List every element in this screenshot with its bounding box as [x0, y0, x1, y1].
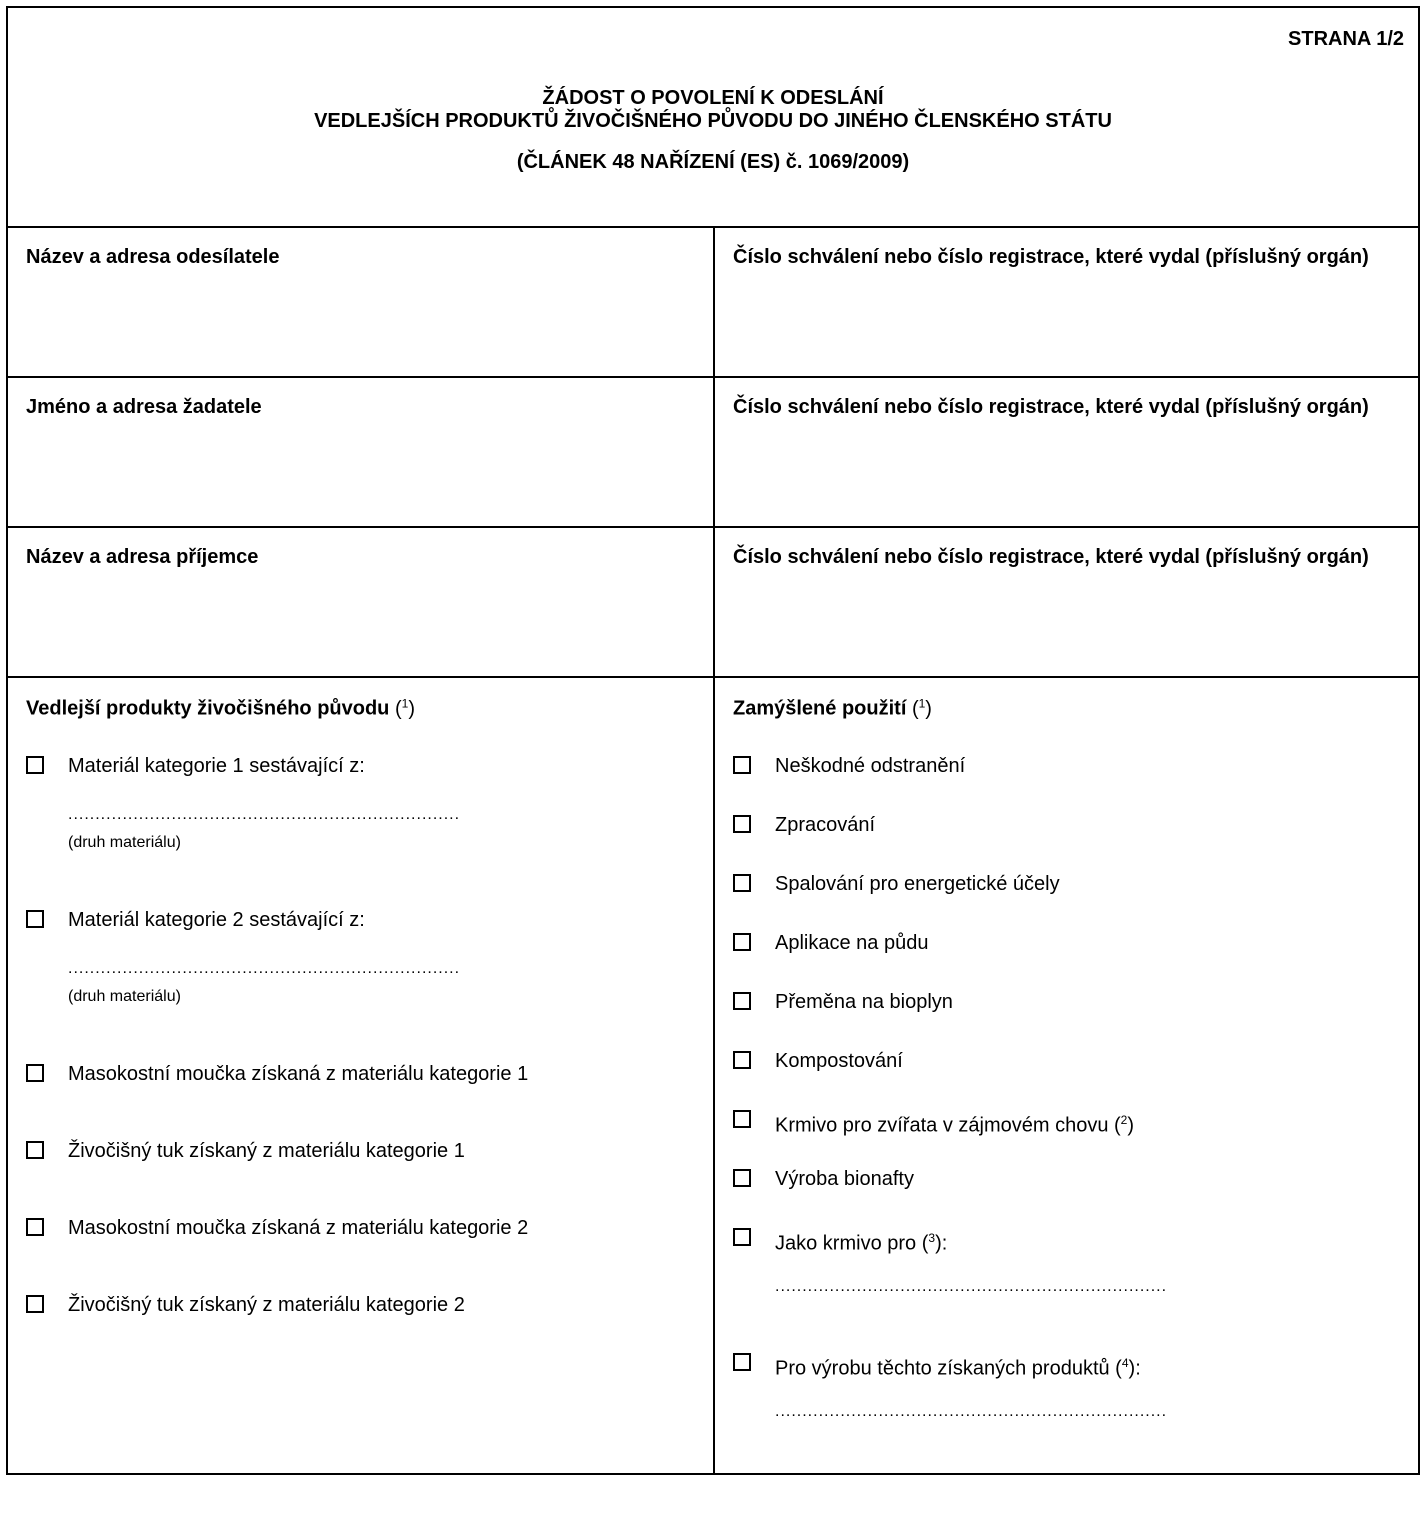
intended-use-heading	[733, 696, 932, 721]
category-2-material-type-line[interactable]: ........................................................................	[68, 960, 461, 977]
form-title-line-1: ŽÁDOST O POVOLENÍ K ODESLÁNÍ	[542, 87, 884, 109]
category-1-material-type-note: (druh materiálu)	[68, 834, 181, 851]
derived-products-checkbox[interactable]	[733, 1353, 751, 1371]
category-2-material-label: Materiál kategorie 2 sestávající z:	[68, 909, 365, 931]
mbm-category-2-label: Masokostní moučka získaná z materiálu kategorie 2	[68, 1217, 529, 1239]
processing-label: Zpracování	[775, 814, 876, 836]
byproducts-heading	[26, 696, 415, 721]
consignee-name-address-label: Název a adresa příjemce	[26, 546, 259, 568]
mbm-category-1-checkbox[interactable]	[26, 1064, 44, 1082]
land-application-label: Aplikace na půdu	[775, 932, 929, 954]
fat-category-1-checkbox[interactable]	[26, 1141, 44, 1159]
consignor-row	[8, 228, 1418, 378]
consignor-name-address-label: Název a adresa odesílatele	[26, 246, 280, 268]
byproducts-and-use-row	[8, 678, 1418, 1475]
fat-category-2-label: Živočišný tuk získaný z materiálu kategorie 2	[68, 1294, 465, 1316]
derived-products-line[interactable]: ........................................................................	[775, 1403, 1168, 1420]
energy-incineration-checkbox[interactable]	[733, 874, 751, 892]
biogas-checkbox[interactable]	[733, 992, 751, 1010]
form-header	[8, 8, 1418, 228]
intended-use-section	[715, 678, 1420, 1475]
category-2-material-type-note: (druh materiálu)	[68, 988, 181, 1005]
processing-checkbox[interactable]	[733, 815, 751, 833]
applicant-name-address-field[interactable]	[8, 378, 715, 526]
byproducts-heading-footnote: ($^1$)	[394, 696, 415, 720]
energy-incineration-label: Spalování pro energetické účely	[775, 873, 1060, 895]
safe-disposal-checkbox[interactable]	[733, 756, 751, 774]
consignee-approval-number-label: Číslo schválení nebo číslo registrace, které vydal (příslušný orgán)	[733, 546, 1369, 568]
derived-products-label: Pro výrobu těchto získaných produktů ($^4$):	[775, 1356, 1141, 1380]
form-title-line-2: VEDLEJŠÍCH PRODUKTŮ ŽIVOČIŠNÉHO PŮVODU DO JINÉHO ČLENSKÉHO STÁTU	[314, 110, 1112, 132]
applicant-approval-number-label: Číslo schválení nebo číslo registrace, které vydal (příslušný orgán)	[733, 396, 1369, 418]
byproducts-section	[8, 678, 715, 1475]
biodiesel-label: Výroba bionafty	[775, 1168, 914, 1190]
consignee-row	[8, 528, 1418, 678]
feed-for-label: Jako krmivo pro ($^3$):	[775, 1231, 948, 1255]
mbm-category-1-label: Masokostní moučka získaná z materiálu kategorie 1	[68, 1063, 529, 1085]
composting-checkbox[interactable]	[733, 1051, 751, 1069]
feed-for-checkbox[interactable]	[733, 1228, 751, 1246]
feed-for-species-line[interactable]: ........................................................................	[775, 1278, 1168, 1295]
land-application-checkbox[interactable]	[733, 933, 751, 951]
applicant-row	[8, 378, 1418, 528]
intended-use-heading-footnote: ($^1$)	[911, 696, 932, 720]
mbm-category-2-checkbox[interactable]	[26, 1218, 44, 1236]
intended-use-heading-text: Zamýšlené použití	[733, 697, 907, 720]
form-legal-reference: (ČLÁNEK 48 NAŘÍZENÍ (ES) č. 1069/2009)	[516, 151, 910, 173]
application-form	[6, 6, 1420, 1475]
consignor-approval-number-label: Číslo schválení nebo číslo registrace, které vydal (příslušný orgán)	[733, 246, 1369, 268]
pet-food-checkbox[interactable]	[733, 1110, 751, 1128]
fat-category-1-label: Živočišný tuk získaný z materiálu kategorie 1	[68, 1140, 465, 1162]
byproducts-heading-text: Vedlejší produkty živočišného původu	[26, 697, 390, 720]
category-2-material-checkbox[interactable]	[26, 910, 44, 928]
safe-disposal-label: Neškodné odstranění	[775, 755, 966, 777]
composting-label: Kompostování	[775, 1050, 903, 1072]
category-1-material-checkbox[interactable]	[26, 756, 44, 774]
category-1-material-type-line[interactable]: ........................................................................	[68, 806, 461, 823]
consignor-name-address-field[interactable]	[8, 228, 715, 376]
applicant-name-address-label: Jméno a adresa žadatele	[26, 396, 262, 418]
pet-food-label: Krmivo pro zvířata v zájmovém chovu ($^2$)	[775, 1113, 1135, 1137]
consignee-name-address-field[interactable]	[8, 528, 715, 676]
fat-category-2-checkbox[interactable]	[26, 1295, 44, 1313]
biodiesel-checkbox[interactable]	[733, 1169, 751, 1187]
applicant-approval-number-field[interactable]	[715, 378, 1420, 526]
consignee-approval-number-field[interactable]	[715, 528, 1420, 676]
page-label: STRANA 1/2	[1288, 28, 1404, 50]
biogas-label: Přeměna na bioplyn	[775, 991, 953, 1013]
consignor-approval-number-field[interactable]	[715, 228, 1420, 376]
category-1-material-label: Materiál kategorie 1 sestávající z:	[68, 755, 365, 777]
